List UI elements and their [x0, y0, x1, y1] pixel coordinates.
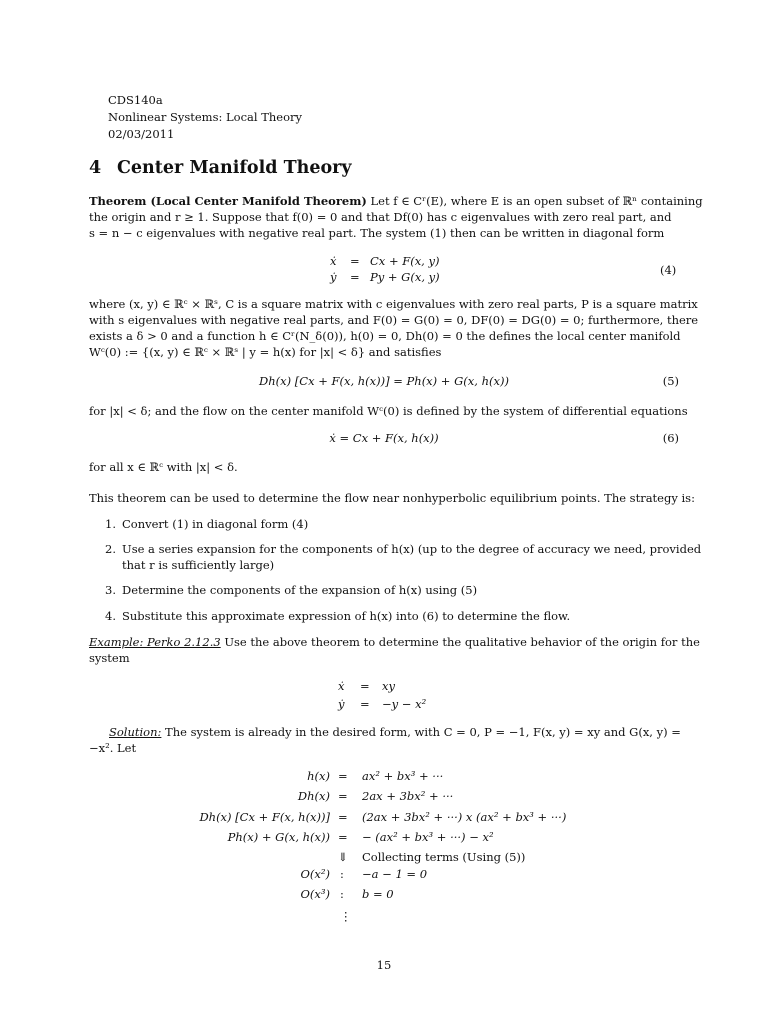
example-line-2: system — [89, 651, 130, 665]
where-line-3: exists a δ > 0 and a function h ∈ Cʳ(N_δ(0)), h(0) = 0, Dh(0) = 0 the defines the local center manifold — [89, 329, 681, 343]
eq6-number: (6) — [662, 431, 679, 445]
flow-line-1: for |x| < δ; and the flow on the center manifold Wᶜ(0) is defined by the system of differential equations — [89, 404, 688, 418]
strategy-paragraph — [89, 490, 695, 506]
eq4-lhs-1: ẋ — [330, 254, 337, 268]
page-number: 15 — [376, 958, 392, 972]
equation-5 — [89, 373, 679, 389]
header-date: 02/03/2011 — [108, 127, 175, 141]
where-line-2: with s eigenvalues with negative real parts, and F(0) = G(0) = 0, DF(0) = DG(0) = 0; furthermore, there — [89, 313, 699, 327]
forall-paragraph — [89, 459, 679, 475]
list-item: 1. Convert (1) in diagonal form (4) — [105, 517, 309, 531]
eq4-number: (4) — [660, 263, 677, 277]
section-number: 4 — [89, 158, 102, 178]
solution-line-1: The system is already in the desired form, with C = 0, P = −1, F(x, y) = xy and G(x, y) = — [161, 725, 681, 739]
example-label: Example: Perko 2.12.3 — [89, 635, 221, 649]
eq4-rhs-1: Cx + F(x, y) — [370, 254, 440, 268]
flow-paragraph — [89, 403, 688, 419]
where-line-4: Wᶜ(0) := {(x, y) ∈ ℝᶜ × ℝˢ | y = h(x) for |x| < δ} and satisfies — [89, 345, 442, 359]
solution-line-2: −x². Let — [89, 741, 137, 755]
solution-paragraph — [89, 724, 679, 756]
forall-line: for all x ∈ ℝᶜ with |x| < δ. — [89, 460, 238, 474]
where-line-1: where (x, y) ∈ ℝᶜ × ℝˢ, C is a square matrix with c eigenvalues with zero real parts, P is a square matrix — [89, 297, 698, 311]
eq5-text: Dh(x) [Cx + F(x, h(x))] = Ph(x) + G(x, h(x)) — [259, 374, 509, 388]
theorem-paragraph — [89, 193, 703, 241]
theorem-line-2: the origin and r ≥ 1. Suppose that f(0) = 0 and that Df(0) has c eigenvalues with zero real part, and — [89, 210, 672, 224]
list-item: 4. Substitute this approximate expression of h(x) into (6) to determine the flow. — [105, 609, 571, 623]
eq4-rel-2: = — [350, 270, 360, 284]
example-paragraph — [89, 634, 700, 666]
eq4-rel-1: = — [350, 254, 360, 268]
course-code: CDS140a — [108, 93, 163, 107]
document-header — [108, 92, 302, 143]
list-item: 2. Use a series expansion for the components of h(x) (up to the degree of accuracy we need, provided that r is sufficiently large) — [105, 542, 702, 572]
eq5-number: (5) — [662, 374, 679, 388]
section-title — [89, 160, 352, 176]
theorem-line-1: Let f ∈ Cʳ(E), where E is an open subset of ℝⁿ containing — [370, 194, 703, 208]
list-item: 3. Determine the components of the expansion of h(x) using (5) — [105, 583, 478, 597]
solution-label: Solution: — [109, 725, 162, 739]
eq4-rhs-2: Py + G(x, y) — [370, 270, 440, 284]
equation-6 — [89, 430, 679, 446]
theorem-line-3: s = n − c eigenvalues with negative real part. The system (1) then can be written in diagonal form — [89, 226, 665, 240]
eq6-text: ẋ = Cx + F(x, h(x)) — [329, 431, 439, 445]
eq4-lhs-2: ẏ — [330, 270, 337, 284]
where-paragraph — [89, 296, 699, 360]
theorem-label: Theorem (Local Center Manifold Theorem) — [89, 194, 367, 208]
section-title-text: Center Manifold Theory — [117, 158, 352, 178]
course-subtitle: Nonlinear Systems: Local Theory — [108, 110, 303, 124]
strategy-line: This theorem can be used to determine the flow near nonhyperbolic equilibrium points. The strategy is: — [89, 491, 695, 505]
example-line-1: Use the above theorem to determine the qualitative behavior of the origin for the — [220, 635, 700, 649]
